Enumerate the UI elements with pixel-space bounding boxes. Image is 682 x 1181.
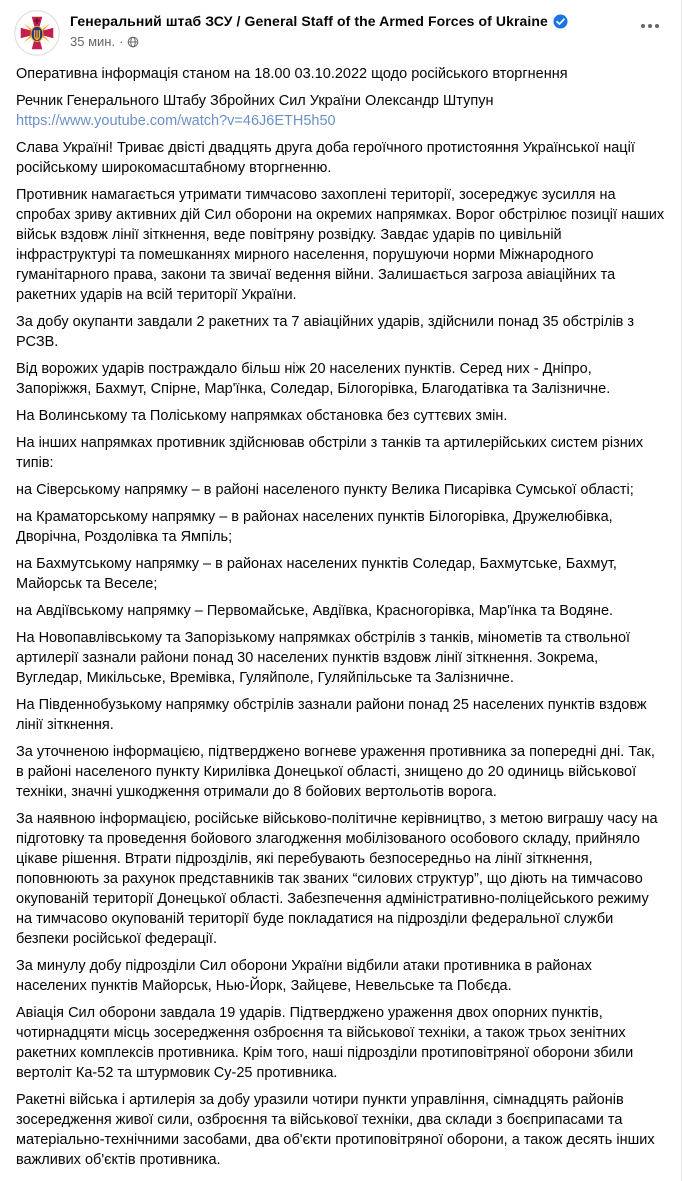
ellipsis-dot [655, 24, 659, 28]
post-paragraph [16, 628, 665, 688]
post-paragraph [16, 1003, 665, 1083]
paragraph-text: на Краматорському напрямку – в районах населених пунктів Білогорівка, Дружелюбівка, Дворічна, Роздолівка та Ямпіль; [16, 509, 613, 545]
post-paragraph [16, 480, 665, 500]
post-paragraph [16, 64, 665, 84]
paragraph-text: Противник намагається утримати тимчасово захоплені території, зосереджує зусилля на спробах зриву активних дій Сил оборони на окремих напрямках. Ворог обстрілює позиції наших військ вздовж лінії зіткнення, веде повітряну розвідку. Завдає ударів по цивільній інфраструктурі та помешканнях мирного населення, порушуючи норми Міжнародного гуманітарного права, закони та звичаї ведення війни. Залишається загроза авіаційних та ракетних ударів на всій території України. [16, 187, 665, 303]
paragraph-text: За наявною інформацією, російське військово-політичне керівництво, з метою виграшу часу на підготовку та проведення бойового злагодження мобілізованого особового складу, прийняло цікаве рішення. Втрати підрозділів, які перебувають безпосередньо на лінії зіткнення, поповнюють за рахунок представників так званих “силових структур”, що діють на тимчасово окупованій території Донецької області. Забезпечення адміністративно-поліцейського режиму на тимчасово окупованій території буде покладатися на підрозділи федеральної служби безпеки російської федерації. [16, 811, 658, 947]
post-paragraph [16, 433, 665, 473]
paragraph-text: На Південнобузькому напрямку обстрілів зазнали райони понад 25 населених пунктів вздовж лінії зіткнення. [16, 697, 647, 733]
paragraph-text: Речник Генерального Штабу Збройних Сил України Олександр Штупун [16, 93, 494, 109]
paragraph-text: Оперативна інформація станом на 18.00 03.10.2022 щодо російського вторгнення [16, 66, 568, 82]
post-menu-button[interactable] [637, 20, 663, 32]
paragraph-text: на Сіверському напрямку – в районі населеного пункту Велика Писарівка Сумської області; [16, 482, 634, 498]
post-paragraph [16, 695, 665, 735]
globe-icon [127, 36, 139, 48]
post-paragraph [16, 554, 665, 594]
post-paragraph [16, 359, 665, 399]
meta-separator: · [119, 34, 124, 49]
post-paragraph [16, 312, 665, 352]
post-meta-row [70, 34, 568, 49]
paragraph-text: на Бахмутському напрямку – в районах населених пунктів Соледар, Бахмутське, Бахмут, Майорськ та Веселе; [16, 556, 617, 592]
paragraph-text: Ракетні війська і артилерія за добу уразили чотири пункти управління, сімнадцять районів зосередження живої сили, озброєння та військової техніки, два склади з боєприпасами та матеріально-технічними засобами, два об'єкти протиповітряної оборони, а також десять інших важливих об'єктів противника. [16, 1092, 655, 1168]
post-paragraph [16, 742, 665, 802]
paragraph-text: На Волинському та Поліському напрямках обстановка без суттєвих змін. [16, 408, 508, 424]
post-paragraph [16, 1090, 665, 1170]
paragraph-text: За добу окупанти завдали 2 ракетних та 7 авіаційних ударів, здійснили понад 35 обстрілів з РСЗВ. [16, 314, 635, 350]
post-paragraph [16, 91, 665, 131]
paragraph-text: За минулу добу підрозділи Сил оборони України відбили атаки противника в районах населених пунктів Майорськ, Нью-Йорк, Зайцеве, Невельське та Побєда. [16, 958, 592, 994]
paragraph-text: На Новопавлівському та Запорізькому напрямках обстрілів з танків, мінометів та ствольної артилерії зазнали райони понад 30 населених пунктів вздовж лінії зіткнення. Зокрема, Вугледар, Микільське, Времівка, Гуляйполе, Гуляйпільське та Залізничне. [16, 630, 631, 686]
post-header [0, 0, 681, 60]
post-paragraph [16, 185, 665, 305]
page-name-link[interactable]: Генеральний штаб ЗСУ / General Staff of the Armed Forces of Ukraine [70, 13, 548, 29]
page-name-row [70, 13, 568, 29]
post-paragraph [16, 601, 665, 621]
ellipsis-dot [641, 24, 645, 28]
header-info [70, 10, 568, 49]
post-body [0, 60, 681, 1170]
paragraph-text: Слава Україні! Триває двісті двадцять друга доба героїчного протистояння Української нації російському широкомасштабному вторгненню. [16, 140, 635, 176]
post-paragraph [16, 507, 665, 547]
page-avatar[interactable] [14, 10, 60, 56]
ellipsis-dot [648, 24, 652, 28]
paragraph-text: Авіація Сил оборони завдала 19 ударів. Підтверджено ураження двох опорних пунктів, чотирнадцяти місць зосередження озброєння та військової техніки, а також трьох зенітних ракетних комплексів противника. Крім того, наші підрозділи протиповітряної оборони збили вертоліт Ка-52 та штурмовик Су-25 противника. [16, 1005, 634, 1081]
paragraph-text: Від ворожих ударів постраждало більш ніж 20 населених пунктів. Серед них - Дніпро, Запоріжжя, Бахмут, Спірне, Мар'їнка, Соледар, Білогорівка, Благодатівка та Залізничне. [16, 361, 611, 397]
paragraph-text: За уточненою інформацією, підтверджено вогневе ураження противника за попередні дні. Так, в районі населеного пункту Кирилівка Донецької області, знищено до 20 одиниць військової техніки, значні ушкодження отримали до 8 бойових вертольотів ворога. [16, 744, 655, 800]
post-paragraph [16, 406, 665, 426]
post-paragraph [16, 809, 665, 949]
post-timestamp[interactable]: 35 мин. [70, 34, 116, 49]
general-staff-emblem-icon [14, 43, 60, 56]
post-paragraph [16, 138, 665, 178]
post-paragraph [16, 956, 665, 996]
youtube-link[interactable]: https://www.youtube.com/watch?v=46J6ETH5h50 [16, 113, 336, 129]
paragraph-text: на Авдіївському напрямку – Первомайське, Авдіївка, Красногорівка, Мар'їнка та Водяне. [16, 603, 614, 619]
paragraph-text: На інших напрямках противник здійснював обстріли з танків та артилерійських систем різних типів: [16, 435, 644, 471]
verified-badge-icon [553, 14, 568, 29]
